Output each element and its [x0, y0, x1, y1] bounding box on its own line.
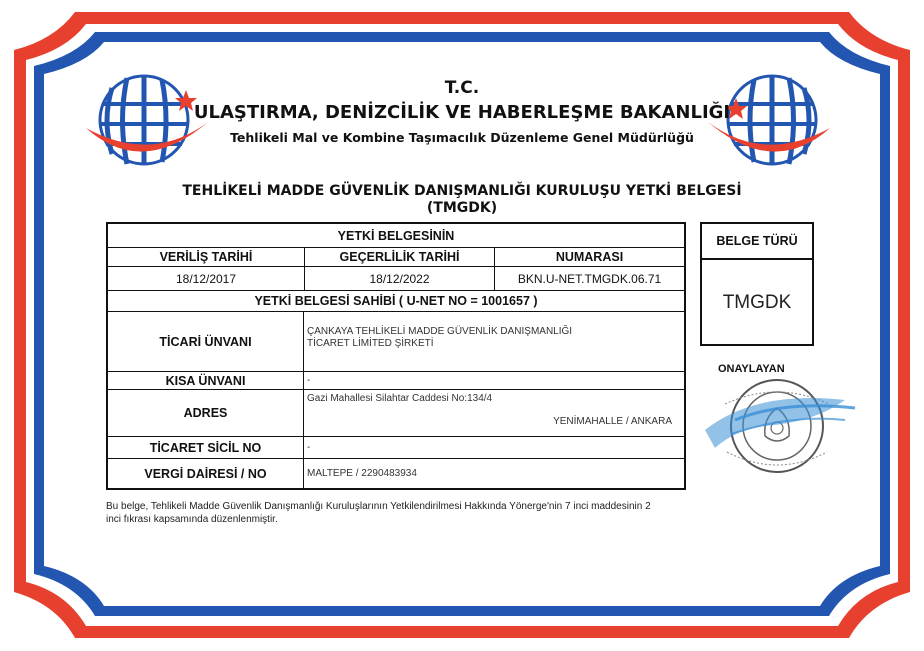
section-title: YETKİ BELGESİNİN: [337, 228, 455, 243]
holder-title-row: [108, 291, 684, 312]
legal-footnote: Bu belge, Tehlikeli Madde Güvenlik Danışmanlığı Kuruluşlarının Yetkilendirilmesi Hakkında Yönerge'nin 7 inci maddesinin 2 inci fıkrası kapsamında düzenlenmiştir.: [106, 501, 651, 525]
trade-name-value: ÇANKAYA TEHLİKELİ MADDE GÜVENLİK DANIŞMANLIĞI TİCARET LİMİTED ŞİRKETİ: [307, 326, 573, 349]
address-row: [108, 390, 684, 437]
address-line2: YENİMAHALLE / ANKARA: [553, 416, 672, 427]
short-name-label: KISA ÜNVANI: [108, 372, 304, 389]
document-title-line2: (TMGDK): [426, 200, 498, 216]
short-name-value: -: [307, 375, 311, 386]
official-stamp-icon: [695, 370, 865, 480]
address-line1: Gazi Mahallesi Silahtar Caddesi No:134/4: [307, 393, 493, 404]
valid-until-date: 18/12/2022: [304, 267, 494, 290]
document-title-line1: TEHLİKELİ MADDE GÜVENLİK DANIŞMANLIĞI KURULUŞU YETKİ BELGESİ: [182, 183, 742, 199]
tax-value: MALTEPE / 2290483934: [307, 468, 417, 479]
registry-row: [108, 437, 684, 459]
address-value: [304, 390, 684, 436]
tax-label: VERGİ DAİRESİ / NO: [108, 459, 304, 488]
trade-name-row: [108, 312, 684, 372]
document-type-value: TMGDK: [722, 292, 792, 313]
holder-title: YETKİ BELGESİ SAHİBİ ( U-NET NO = 1001657 ): [254, 294, 538, 308]
issue-date: 18/12/2017: [175, 271, 237, 286]
column-issue-date: VERİLİŞ TARİHİ: [159, 250, 253, 264]
section-title-row: [108, 224, 684, 248]
tax-row: [108, 459, 684, 488]
directorate-name: Tehlikeli Mal ve Kombine Taşımacılık Düzenleme Genel Müdürlüğü: [230, 130, 694, 145]
country-label: T.C.: [444, 78, 480, 98]
column-header-row: [108, 248, 684, 267]
document-type-box: [700, 222, 814, 346]
column-valid-until: GEÇERLİLİK TARİHİ: [304, 248, 494, 266]
approval-label: ONAYLAYAN: [718, 363, 785, 375]
column-number: NUMARASI: [494, 248, 684, 266]
ministry-name: ULAŞTIRMA, DENİZCİLİK VE HABERLEŞME BAKANLIĞI: [193, 102, 731, 123]
document-type-label: BELGE TÜRÜ: [702, 224, 812, 260]
short-name-row: [108, 372, 684, 390]
document-title: [0, 183, 924, 217]
address-label: ADRES: [108, 390, 304, 436]
certificate-table: [106, 222, 686, 490]
certificate-values-row: [108, 267, 684, 291]
registry-label: TİCARET SİCİL NO: [108, 437, 304, 458]
certificate-number: BKN.U-NET.TMGDK.06.71: [494, 267, 684, 290]
registry-value: -: [307, 442, 311, 453]
trade-name-label: TİCARİ ÜNVANI: [108, 312, 304, 371]
